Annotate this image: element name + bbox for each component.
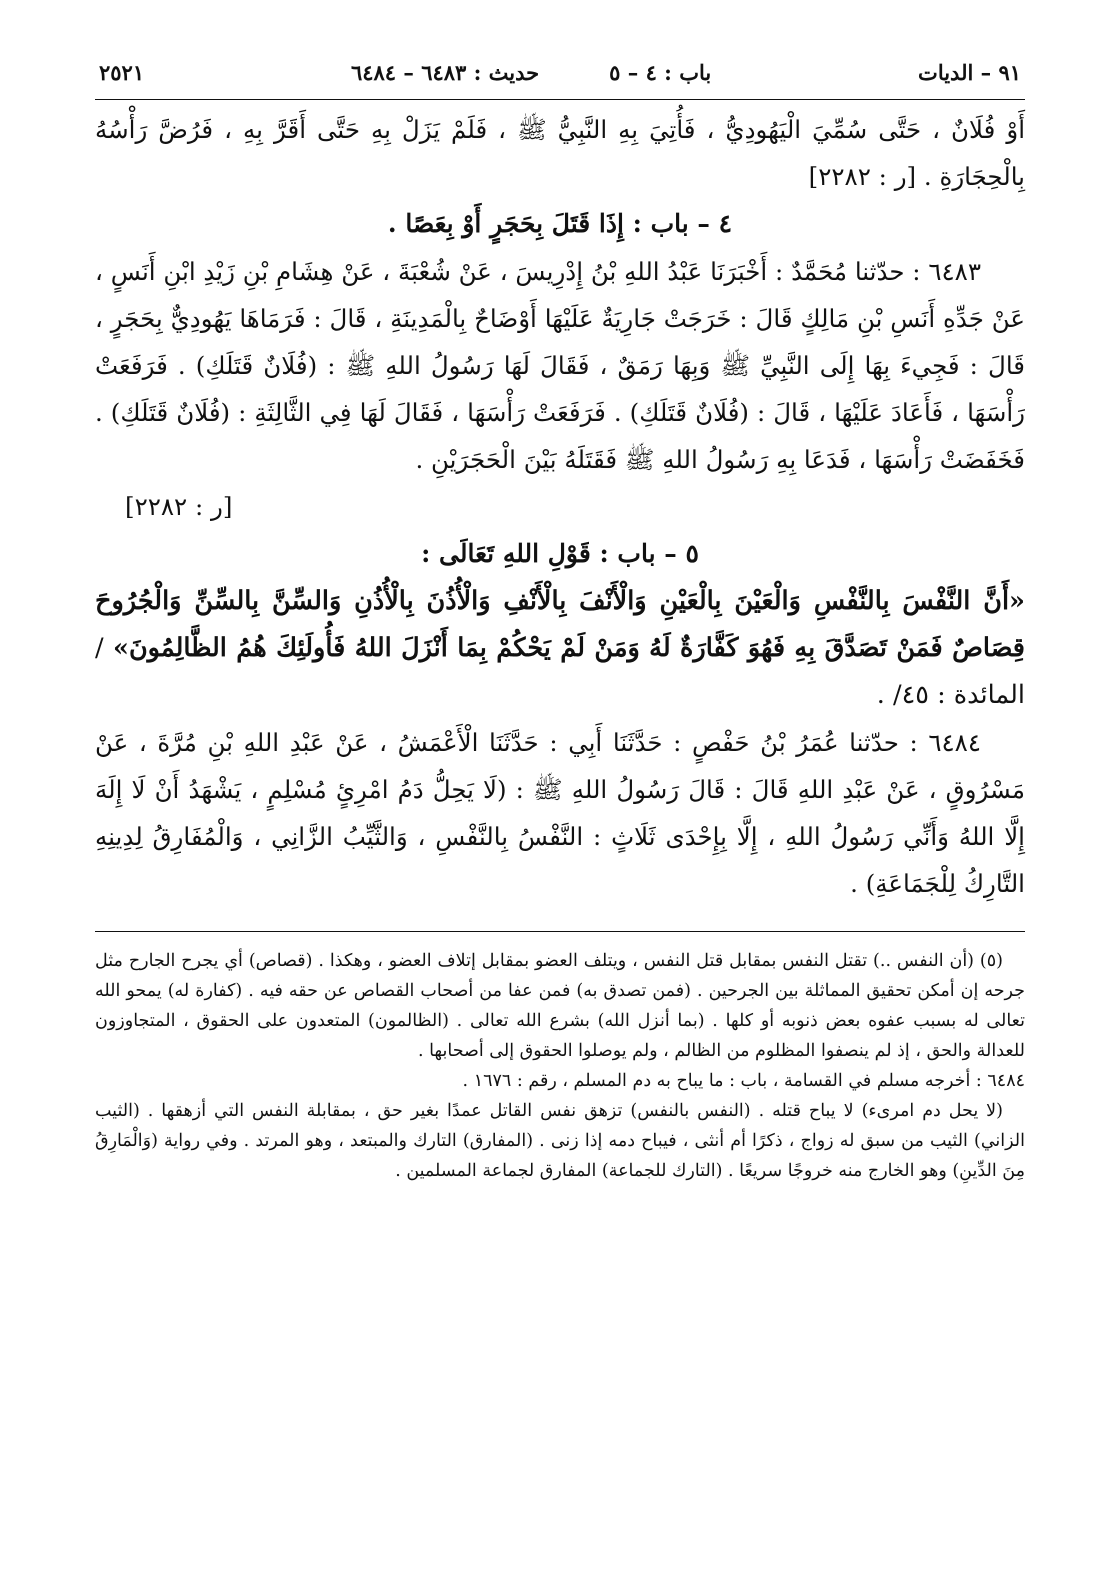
hadith-6484-paragraph (95, 719, 1025, 907)
hadith-6483-ref: [ر : ٢٢٨٢] (125, 492, 233, 521)
chapter-5-heading: ٥ – باب : قَوْلِ اللهِ تَعَالَى : (421, 539, 699, 568)
header-chapter-ref: باب : ٤ – ٥ (609, 60, 712, 85)
chapter-4-heading: ٤ – باب : إِذَا قَتَلَ بِحَجَرٍ أَوْ بِعَصًا . (387, 209, 733, 238)
continuation-paragraph (95, 106, 1025, 200)
footnote-5: (٥) (أن النفس ..) تقتل النفس بمقابل قتل النفس ، ويتلف العضو بمقابل إتلاف العضو ، وهكذا . (قصاص) أي يجرح الجارح مثل جرحه إن أمكن تحقيق المماثلة بين الجرحين . (فمن تصدق به) فمن عفا من أصحاب القصاص عن حقه فيه . (كفارة له) يمحو الله تعالى له بسبب عفوه بعض ذنوبه أو كلها . (بما أنزل الله) بشرع الله تعالى . (الظالمون) المتعدون على الحقوق ، المتجاوزون للعدالة والحق ، إذ لم ينصفوا المظلوم من الظالم ، ولم يوصلوا الحقوق إلى أصحابها . (95, 951, 1025, 1061)
hadith-6483-paragraph (95, 248, 1025, 483)
verse-text: «أَنَّ النَّفْسَ بِالنَّفْسِ وَالْعَيْنَ بِالْعَيْنِ وَالْأَنْفَ بِالْأَنْفِ وَالْأُذُنَ بِالْأُذُنِ وَالسِّنَّ بِالسِّنِّ وَالْجُرُوحَ قِصَاصٌ فَمَنْ تَصَدَّقَ بِهِ فَهُوَ كَفَّارَةٌ لَهُ وَمَنْ لَمْ يَحْكُمْ بِمَا أَنْزَلَ اللهُ فَأُولَئِكَ هُمُ الظَّالِمُونَ» (95, 586, 1025, 663)
footnote-6484-explanation: (لا يحل دم امرىء) لا يباح قتله . (النفس بالنفس) تزهق نفس القاتل عمدًا بغير حق ، بمقابلة النفس التي أزهقها . (الثيب الزاني) الثيب من سبق له زواج ، ذكرًا أم أنثى ، فيباح دمه إذا زنى . (المفارق) التارك والمبتعد ، وهو المرتد . وفي رواية (وَالْمَارِقُ مِنَ الدِّينِ) وهو الخارج منه خروجًا سريعًا . (التارك للجماعة) المفارق لجماعة المسلمين . (95, 1101, 1025, 1181)
footnotes (95, 931, 1025, 1186)
continuation-text: أَوْ فُلَانٌ ، حَتَّى سُمِّيَ الْيَهُودِيُّ ، فَأُتِيَ بِهِ النَّبِيُّ ﷺ ، فَلَمْ يَزَلْ بِهِ حَتَّى أَقَرَّ بِهِ ، فَرُضَّ رَأْسُهُ بِالْحِجَارَةِ . (95, 115, 1025, 191)
header-page-number: ٢٥٢١ (99, 60, 145, 85)
footnote-6484-source: ٦٤٨٤ : أخرجه مسلم في القسامة ، باب : ما يباح به دم المسلم ، رقم : ١٦٧٦ . (462, 1071, 1025, 1091)
hadith-6484-text: ٦٤٨٤ : حدّثنا عُمَرُ بْنُ حَفْصٍ : حَدَّثَنَا أَبِي : حَدَّثَنَا الْأَعْمَشُ ، عَنْ عَبْدِ اللهِ بْنِ مُرَّةَ ، عَنْ مَسْرُوقٍ ، عَنْ عَبْدِ اللهِ قَالَ : قَالَ رَسُولُ اللهِ ﷺ : (لَا يَحِلُّ دَمُ امْرِئٍ مُسْلِمٍ ، يَشْهَدُ أَنْ لَا إِلَهَ إِلَّا اللهُ وَأَنِّي رَسُولُ اللهِ ، إِلَّا بِإِحْدَى ثَلَاثٍ : النَّفْسُ بِالنَّفْسِ ، وَالثَّيِّبُ الزَّانِي ، وَالْمُفَارِقُ لِدِينِهِ التَّارِكُ لِلْجَمَاعَةِ) . (95, 728, 1025, 898)
continuation-ref: [ر : ٢٢٨٢] (808, 162, 917, 191)
hadith-6483-text: ٦٤٨٣ : حدّثنا مُحَمَّدٌ : أَخْبَرَنَا عَبْدُ اللهِ بْنُ إِدْرِيسَ ، عَنْ شُعْبَةَ ، عَنْ هِشَامِ بْنِ زَيْدِ ابْنِ أَنَسٍ ، عَنْ جَدِّهِ أَنَسِ بْنِ مَالِكٍ قَالَ : خَرَجَتْ جَارِيَةٌ عَلَيْهَا أَوْضَاحٌ بِالْمَدِينَةِ ، قَالَ : فَرَمَاهَا يَهُودِيٌّ بِحَجَرٍ ، قَالَ : فَجِيءَ بِهَا إِلَى النَّبِيِّ ﷺ وَبِهَا رَمَقٌ ، فَقَالَ لَهَا رَسُولُ اللهِ ﷺ : (فُلَانٌ قَتَلَكِ) . فَرَفَعَتْ رَأْسَهَا ، فَأَعَادَ عَلَيْهَا ، قَالَ : (فُلَانٌ قَتَلَكِ) . فَرَفَعَتْ رَأْسَهَا ، فَقَالَ لَهَا فِي الثَّالِثَةِ : (فُلَانٌ قَتَلَكِ) . فَخَفَضَتْ رَأْسَهَا ، فَدَعَا بِهِ رَسُولُ اللهِ ﷺ فَقَتَلَهُ بَيْنَ الْحَجَرَيْنِ . (95, 257, 1025, 474)
header-book-title: ٩١ – الديات (918, 60, 1021, 85)
book-page (95, 60, 1025, 1186)
main-text (95, 106, 1025, 907)
header-hadith-ref: حديث : ٦٤٨٣ – ٦٤٨٤ (350, 60, 540, 85)
hadith-6483-ref-line (95, 483, 1025, 530)
verse-source: /المائدة : ٤٥/ . (95, 633, 1025, 710)
header-refs (351, 60, 711, 85)
running-header (95, 60, 1025, 100)
quran-verse (95, 578, 1025, 719)
